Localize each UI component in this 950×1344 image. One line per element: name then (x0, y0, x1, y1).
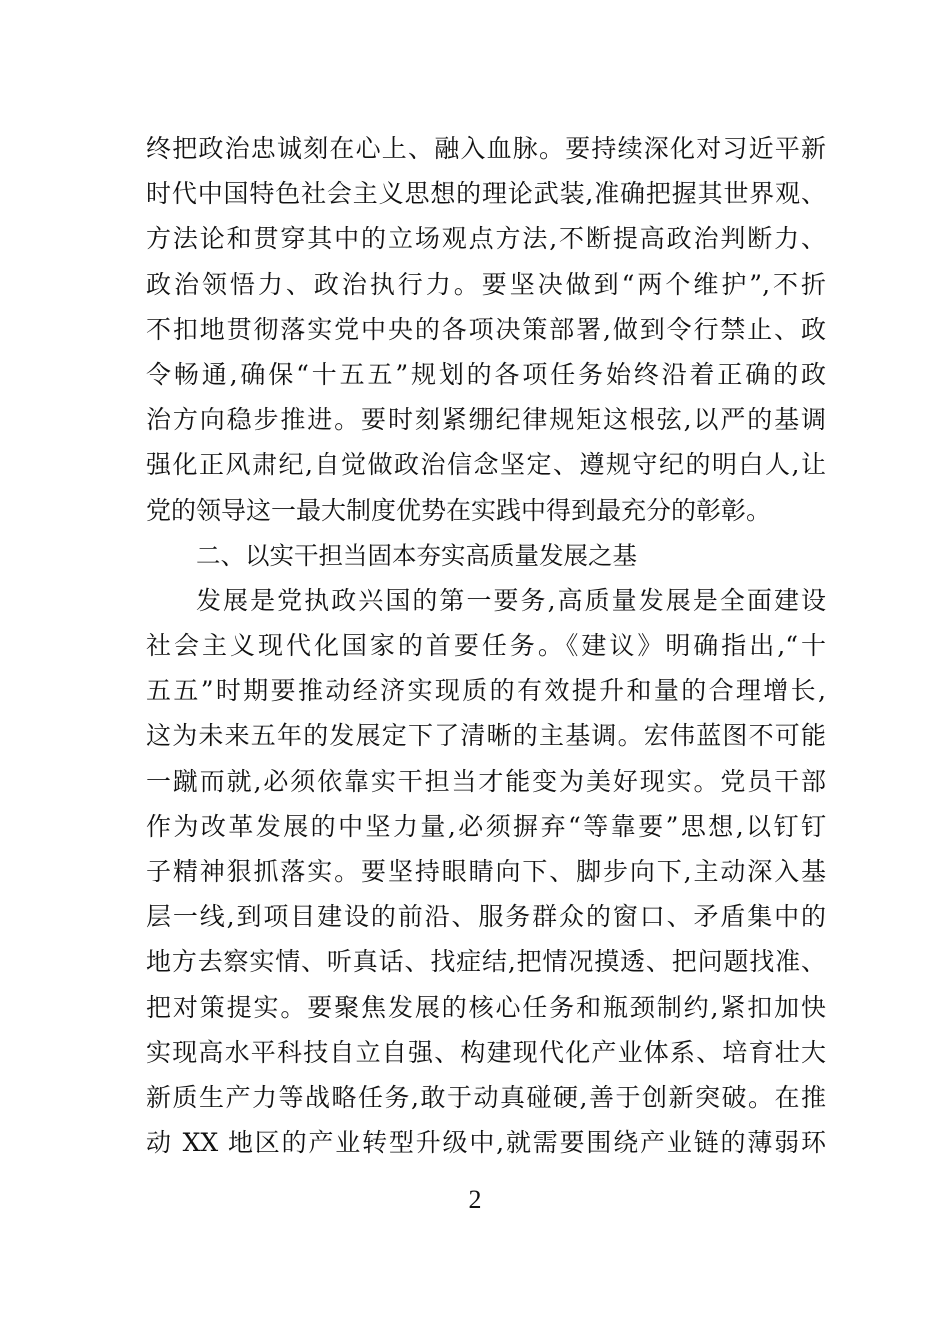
text-line: 一蹴而就,必须依靠实干担当才能变为美好现实。党员干部 (146, 766, 826, 796)
text-line: 动 XX 地区的产业转型升级中,就需要围绕产业链的薄弱环 (146, 1128, 826, 1158)
text-line: 治方向稳步推进。要时刻紧绷纪律规矩这根弦,以严的基调 (146, 405, 826, 435)
text-line: 子精神狠抓落实。要坚持眼睛向下、脚步向下,主动深入基 (146, 857, 826, 886)
section-heading: 二、以实干担当固本夯实高质量发展之基 (196, 540, 637, 570)
text-line: 令畅通,确保“十五五”规划的各项任务始终沿着正确的政 (146, 359, 826, 389)
text-line: 不扣地贯彻落实党中央的各项决策部署,做到令行禁止、政 (146, 314, 826, 344)
text-line: 新质生产力等战略任务,敢于动真碰硬,善于创新突破。在推 (146, 1082, 826, 1112)
text-line: 方法论和贯穿其中的立场观点方法,不断提高政治判断力、 (146, 224, 826, 254)
text-line: 党的领导这一最大制度优势在实践中得到最充分的彰彰。 (146, 495, 772, 525)
text-line: 社会主义现代化国家的首要任务。《建议》明确指出,“十 (146, 631, 826, 661)
text-line: 强化正风肃纪,自觉做政治信念坚定、遵规守纪的明白人,让 (146, 450, 826, 480)
text-line: 发展是党执政兴国的第一要务,高质量发展是全面建设 (196, 585, 826, 615)
page-number: 2 (468, 1185, 482, 1214)
body-text (146, 126, 826, 1165)
text-line: 作为改革发展的中坚力量,必须摒弃“等靠要”思想,以钉钉 (146, 811, 826, 841)
text-line: 政治领悟力、政治执行力。要坚决做到“两个维护”,不折 (146, 269, 826, 299)
text-line: 把对策提实。要聚焦发展的核心任务和瓶颈制约,紧扣加快 (146, 992, 826, 1022)
text-line: 地方去察实情、听真话、找症结,把情况摸透、把问题找准、 (146, 947, 826, 977)
text-line: 五五”时期要推动经济实现质的有效提升和量的合理增长, (146, 676, 826, 706)
text-line: 时代中国特色社会主义思想的理论武装,准确把握其世界观、 (146, 179, 826, 209)
text-line: 实现高水平科技自立自强、构建现代化产业体系、培育壮大 (146, 1037, 826, 1067)
text-line: 这为未来五年的发展定下了清晰的主基调。宏伟蓝图不可能 (146, 721, 826, 751)
text-line: 终把政治忠诚刻在心上、融入血脉。要持续深化对习近平新 (146, 134, 826, 163)
text-line: 层一线,到项目建设的前沿、服务群众的窗口、矛盾集中的 (146, 902, 826, 932)
